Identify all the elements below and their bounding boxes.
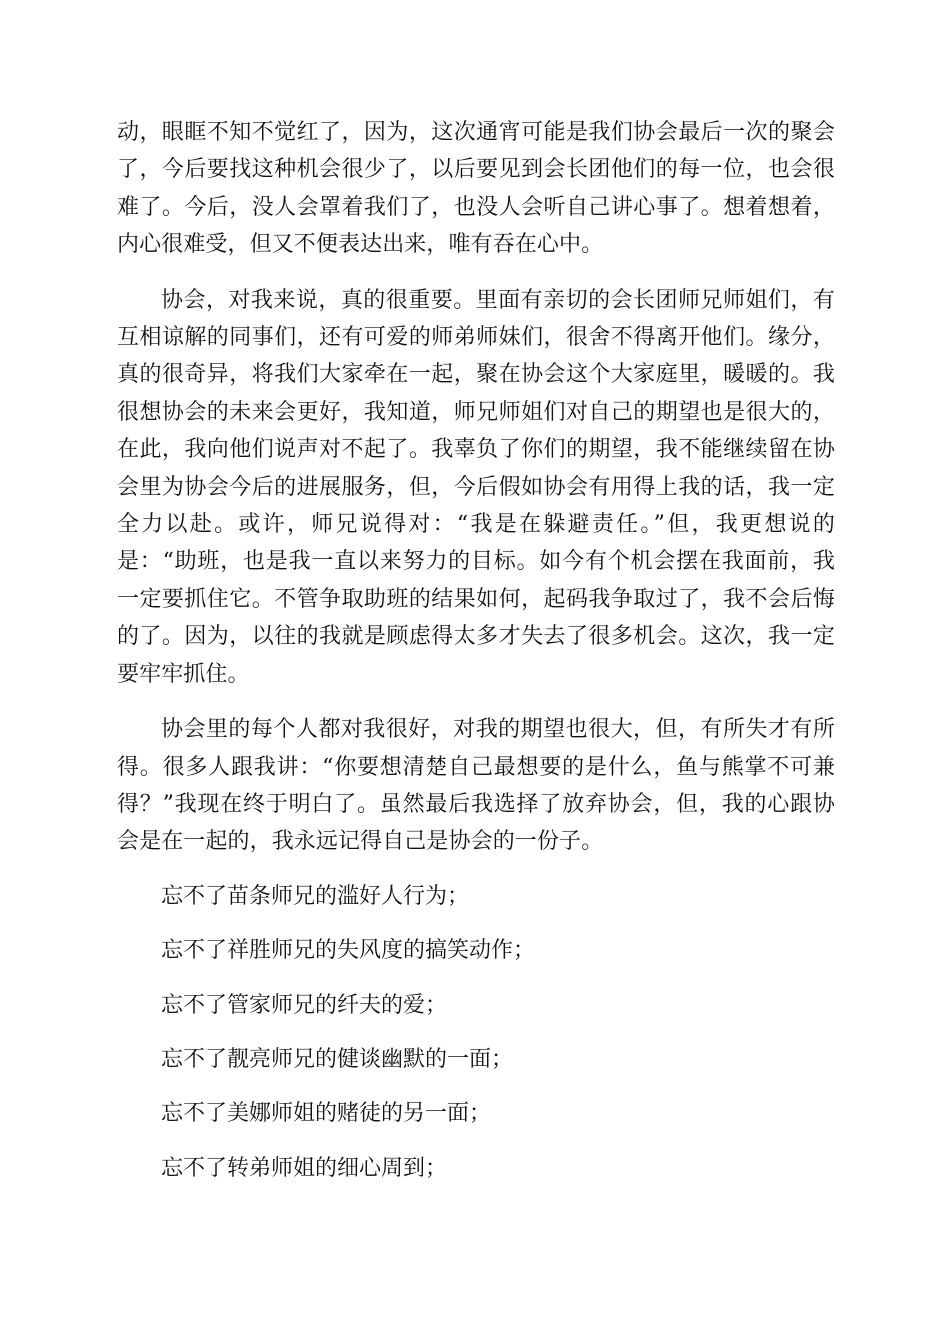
document-page: [117, 114, 835, 1187]
list-item: 忘不了靓亮师兄的健谈幽默的一面；: [161, 1046, 514, 1072]
list-item: 忘不了转弟师姐的细心周到；: [161, 1155, 448, 1181]
list-item: 忘不了苗条师兄的滥好人行为；: [161, 883, 470, 909]
paragraph-2: 协会，对我来说，真的很重要。里面有亲切的会长团师兄师姐们，有互相谅解的同事们，还有可爱的师弟师妹们，很舍不得离开他们。缘分，真的很奇异，将我们大家牵在一起，聚在协会这个大家庭里，暖暖的。我很想协会的未来会更好，我知道，师兄师姐们对自己的期望也是很大的，在此，我向他们说声对不起了。我辜负了你们的期望，我不能继续留在协会里为协会今后的进展服务，但，今后假如协会有用得上我的话，我一定全力以赴。或许，师兄说得对：“我是在躲避责任。”但，我更想说的是：“助班，也是我一直以来努力的目标。如今有个机会摆在我面前，我一定要抓住它。不管争取助班的结果如何，起码我争取过了，我不会后悔的了。因为，以往的我就是顾虑得太多才失去了很多机会。这次，我一定要牢牢抓住。: [117, 287, 835, 687]
paragraph-3: 协会里的每个人都对我很好，对我的期望也很大，但，有所失才有所得。很多人跟我讲：“你要想清楚自己最想要的是什么，鱼与熊掌不可兼得？”我现在终于明白了。虽然最后我选择了放弃协会，但，我的心跟协会是在一起的，我永远记得自己是协会的一份子。: [117, 717, 835, 855]
list-item: 忘不了祥胜师兄的失风度的搞笑动作；: [161, 938, 536, 964]
list-item: 忘不了管家师兄的纤夫的爱；: [161, 992, 448, 1018]
paragraph-1: 动，眼眶不知不觉红了，因为，这次通宵可能是我们协会最后一次的聚会了，今后要找这种机会很少了，以后要见到会长团他们的每一位，也会很难了。今后，没人会罩着我们了，也没人会听自己讲心事了。想着想着，内心很难受，但又不便表达出来，唯有吞在心中。: [117, 120, 835, 258]
list-item: 忘不了美娜师姐的赌徒的另一面；: [161, 1101, 492, 1127]
